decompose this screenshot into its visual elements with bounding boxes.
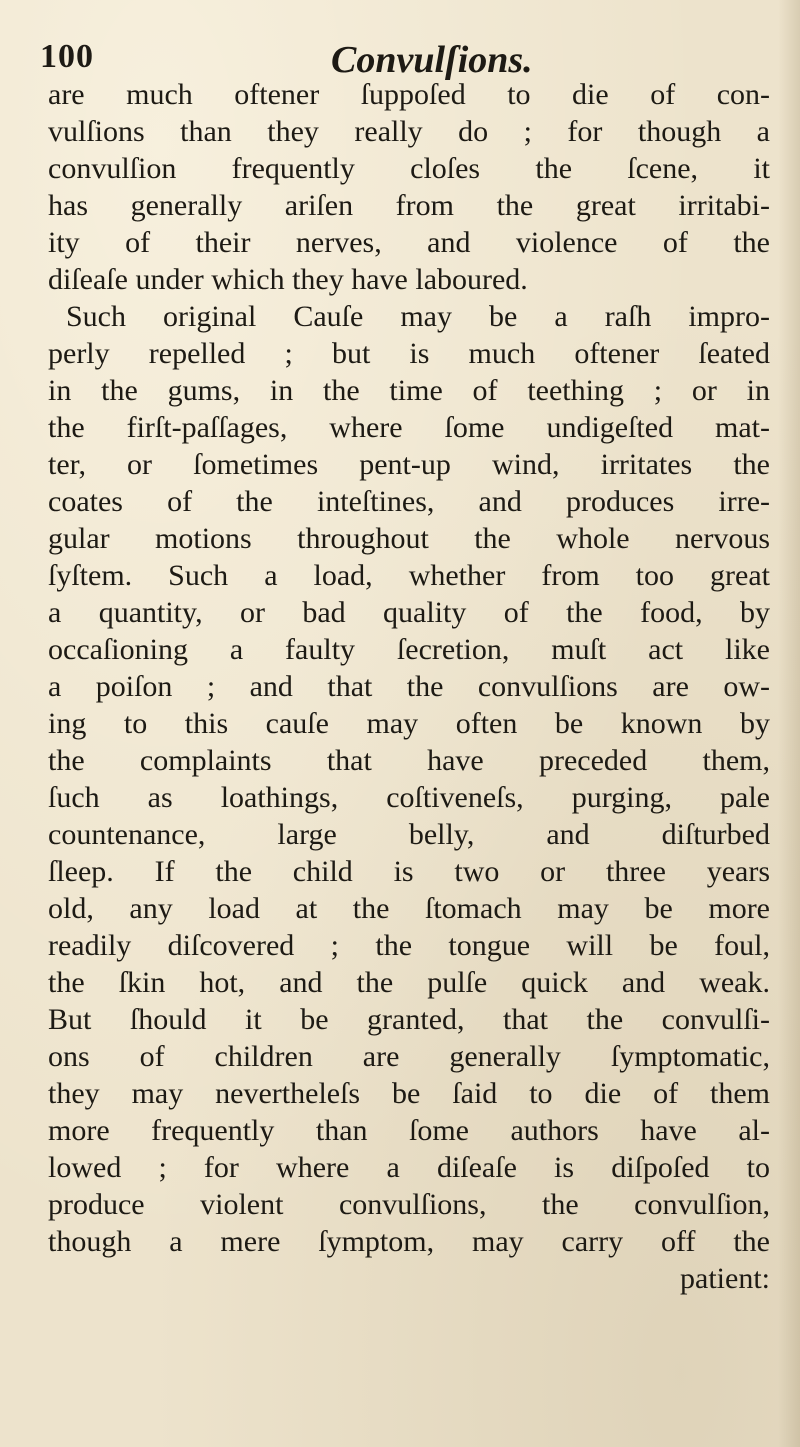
- text-line: coates of the inteſtines, and produces irre-: [48, 485, 770, 518]
- text-line: they may nevertheleſs be ſaid to die of them: [48, 1077, 770, 1110]
- text-line: more frequently than ſome authors have al-: [48, 1114, 770, 1147]
- text-line: ity of their nerves, and violence of the: [48, 226, 770, 259]
- text-line: readily diſcovered ; the tongue will be foul,: [48, 929, 770, 962]
- text-line: perly repelled ; but is much oftener ſeated: [48, 337, 770, 370]
- text-line: though a mere ſymptom, may carry off the: [48, 1225, 770, 1258]
- text-line: produce violent convulſions, the convulſion,: [48, 1188, 770, 1221]
- text-line: gular motions throughout the whole nervous: [48, 522, 770, 555]
- text-line: Such original Cauſe may be a raſh impro-: [66, 300, 770, 333]
- text-line: convulſion frequently cloſes the ſcene, it: [48, 152, 770, 185]
- text-line: ſyſtem. Such a load, whether from too great: [48, 559, 770, 592]
- page-number: 100: [40, 38, 94, 75]
- text-line: the complaints that have preceded them,: [48, 744, 770, 777]
- text-line: a poiſon ; and that the convulſions are ow-: [48, 670, 770, 703]
- running-head: Convulſions.: [331, 39, 533, 81]
- text-line: ſleep. If the child is two or three years: [48, 855, 770, 888]
- text-line: ſuch as loathings, coſtiveneſs, purging, pale: [48, 781, 770, 814]
- body-text: [48, 76, 770, 1297]
- text-line: diſeaſe under which they have laboured.: [48, 263, 528, 296]
- text-line: old, any load at the ſtomach may be more: [48, 892, 770, 925]
- text-line: are much oftener ſuppoſed to die of con-: [48, 78, 770, 111]
- text-line: vulſions than they really do ; for though a: [48, 115, 770, 148]
- page-edge-shadow: [778, 0, 800, 1447]
- text-line: But ſhould it be granted, that the convulſi-: [48, 1003, 770, 1036]
- text-line: occaſioning a faulty ſecretion, muſt act like: [48, 633, 770, 666]
- text-line: the ſkin hot, and the pulſe quick and weak.: [48, 966, 770, 999]
- text-line: ing to this cauſe may often be known by: [48, 707, 770, 740]
- catchword-line: patient:: [680, 1262, 770, 1295]
- text-line: lowed ; for where a diſeaſe is diſpoſed to: [48, 1151, 770, 1184]
- text-line: ons of children are generally ſymptomatic,: [48, 1040, 770, 1073]
- text-line: in the gums, in the time of teething ; or in: [48, 374, 770, 407]
- text-line: the firſt-paſſages, where ſome undigeſted mat-: [48, 411, 770, 444]
- text-line: ter, or ſometimes pent-up wind, irritates the: [48, 448, 770, 481]
- text-line: a quantity, or bad quality of the food, by: [48, 596, 770, 629]
- text-line: countenance, large belly, and diſturbed: [48, 818, 770, 851]
- text-line: has generally ariſen from the great irritabi-: [48, 189, 770, 222]
